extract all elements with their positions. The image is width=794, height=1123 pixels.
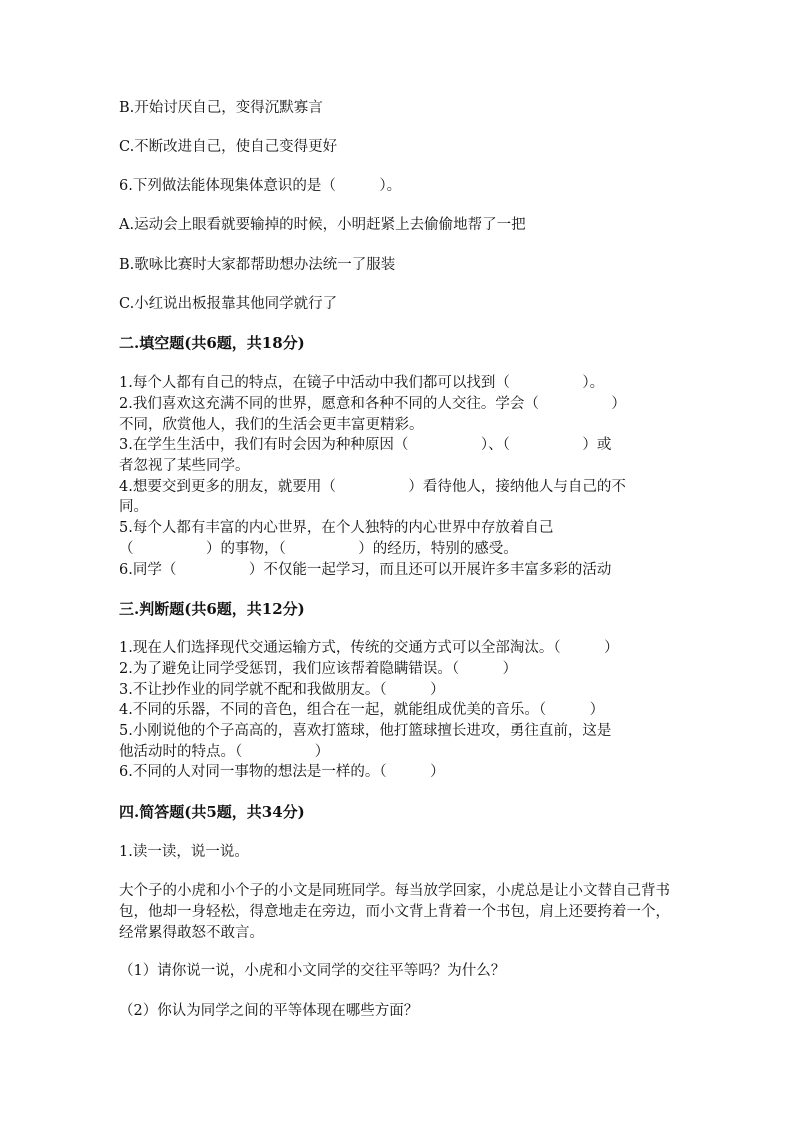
short-q1-sub1: （1）请你说一说，小虎和小文同学的交往平等吗？为什么？	[119, 963, 506, 979]
fill-q4: 4.想要交到更多的朋友，就要用（ ）看待他人，接纳他人与自己的不	[119, 479, 626, 495]
q5-option-b: B.开始讨厌自己，变得沉默寡言	[119, 100, 323, 116]
fill-q6: 6.同学（ ）不仅能一起学习，而且还可以开展许多丰富多彩的活动	[119, 562, 612, 578]
section2-heading: 二.填空题(共6题，共18分)	[119, 334, 305, 352]
fill-q2-cont: 不同，欣赏他人，我们的生活会更丰富更精彩。	[119, 417, 424, 433]
fill-q1: 1.每个人都有自己的特点，在镜子中活动中我们都可以找到（ ）。	[119, 375, 605, 391]
reading-passage: 大个子的小虎和小个子的小文是同班同学。每当放学回家，小虎总是让小文替自己背书包，他却一身轻松，得意地走在旁边，而小文背上背着一个书包，肩上还要挎着一个，经常累得敢怒不敢言。	[119, 883, 670, 941]
fill-q2: 2.我们喜欢这充满不同的世界，愿意和各种不同的人交往。学会（ ）	[119, 396, 626, 412]
short-q1-title: 1.读一读，说一说。	[119, 844, 249, 860]
q6-question: 6.下列做法能体现集体意识的是（ ）。	[119, 178, 402, 194]
judge-q4: 4.不同的乐器，不同的音色，组合在一起，就能组成优美的音乐。（ ）	[119, 702, 605, 718]
q5-option-c: C.不断改进自己，使自己变得更好	[119, 139, 338, 155]
judge-q1: 1.现在人们选择现代交通运输方式，传统的交通方式可以全部淘汰。（ ）	[119, 640, 619, 656]
fill-q5: 5.每个人都有丰富的内心世界，在个人独特的内心世界中存放着自己	[119, 520, 554, 536]
section3-heading: 三.判断题(共6题，共12分)	[119, 600, 305, 618]
fill-q5-cont: （ ）的事物，（ ）的经历，特别的感受。	[119, 541, 518, 557]
judge-q6: 6.不同的人对同一事物的想法是一样的。（ ）	[119, 764, 445, 780]
judge-q2: 2.为了避免让同学受惩罚，我们应该帮着隐瞒错误。（ ）	[119, 661, 518, 677]
judge-q5: 5.小刚说他的个子高高的，喜欢打篮球，他打篮球擅长进攻，勇往直前，这是	[119, 723, 612, 739]
q6-option-a: A.运动会上眼看就要输掉的时候，小明赶紧上去偷偷地帮了一把	[119, 217, 526, 233]
fill-q4-cont: 同。	[119, 499, 148, 515]
q6-option-c: C.小红说出板报靠其他同学就行了	[119, 296, 338, 312]
judge-q3: 3.不让抄作业的同学就不配和我做朋友。（ ）	[119, 682, 445, 698]
section4-heading: 四.简答题(共5题，共34分)	[119, 803, 305, 821]
short-q1-sub2: （2）你认为同学之间的平等体现在哪些方面？	[119, 1003, 419, 1019]
judge-q5-cont: 他活动时的特点。（ ）	[119, 744, 330, 760]
q6-option-b: B.歌咏比赛时大家都帮助想办法统一了服装	[119, 257, 396, 273]
fill-q3: 3.在学生生活中，我们有时会因为种种原因（ ）、（ ）或	[119, 437, 612, 453]
fill-q3-cont: 者忽视了某些同学。	[119, 458, 250, 474]
